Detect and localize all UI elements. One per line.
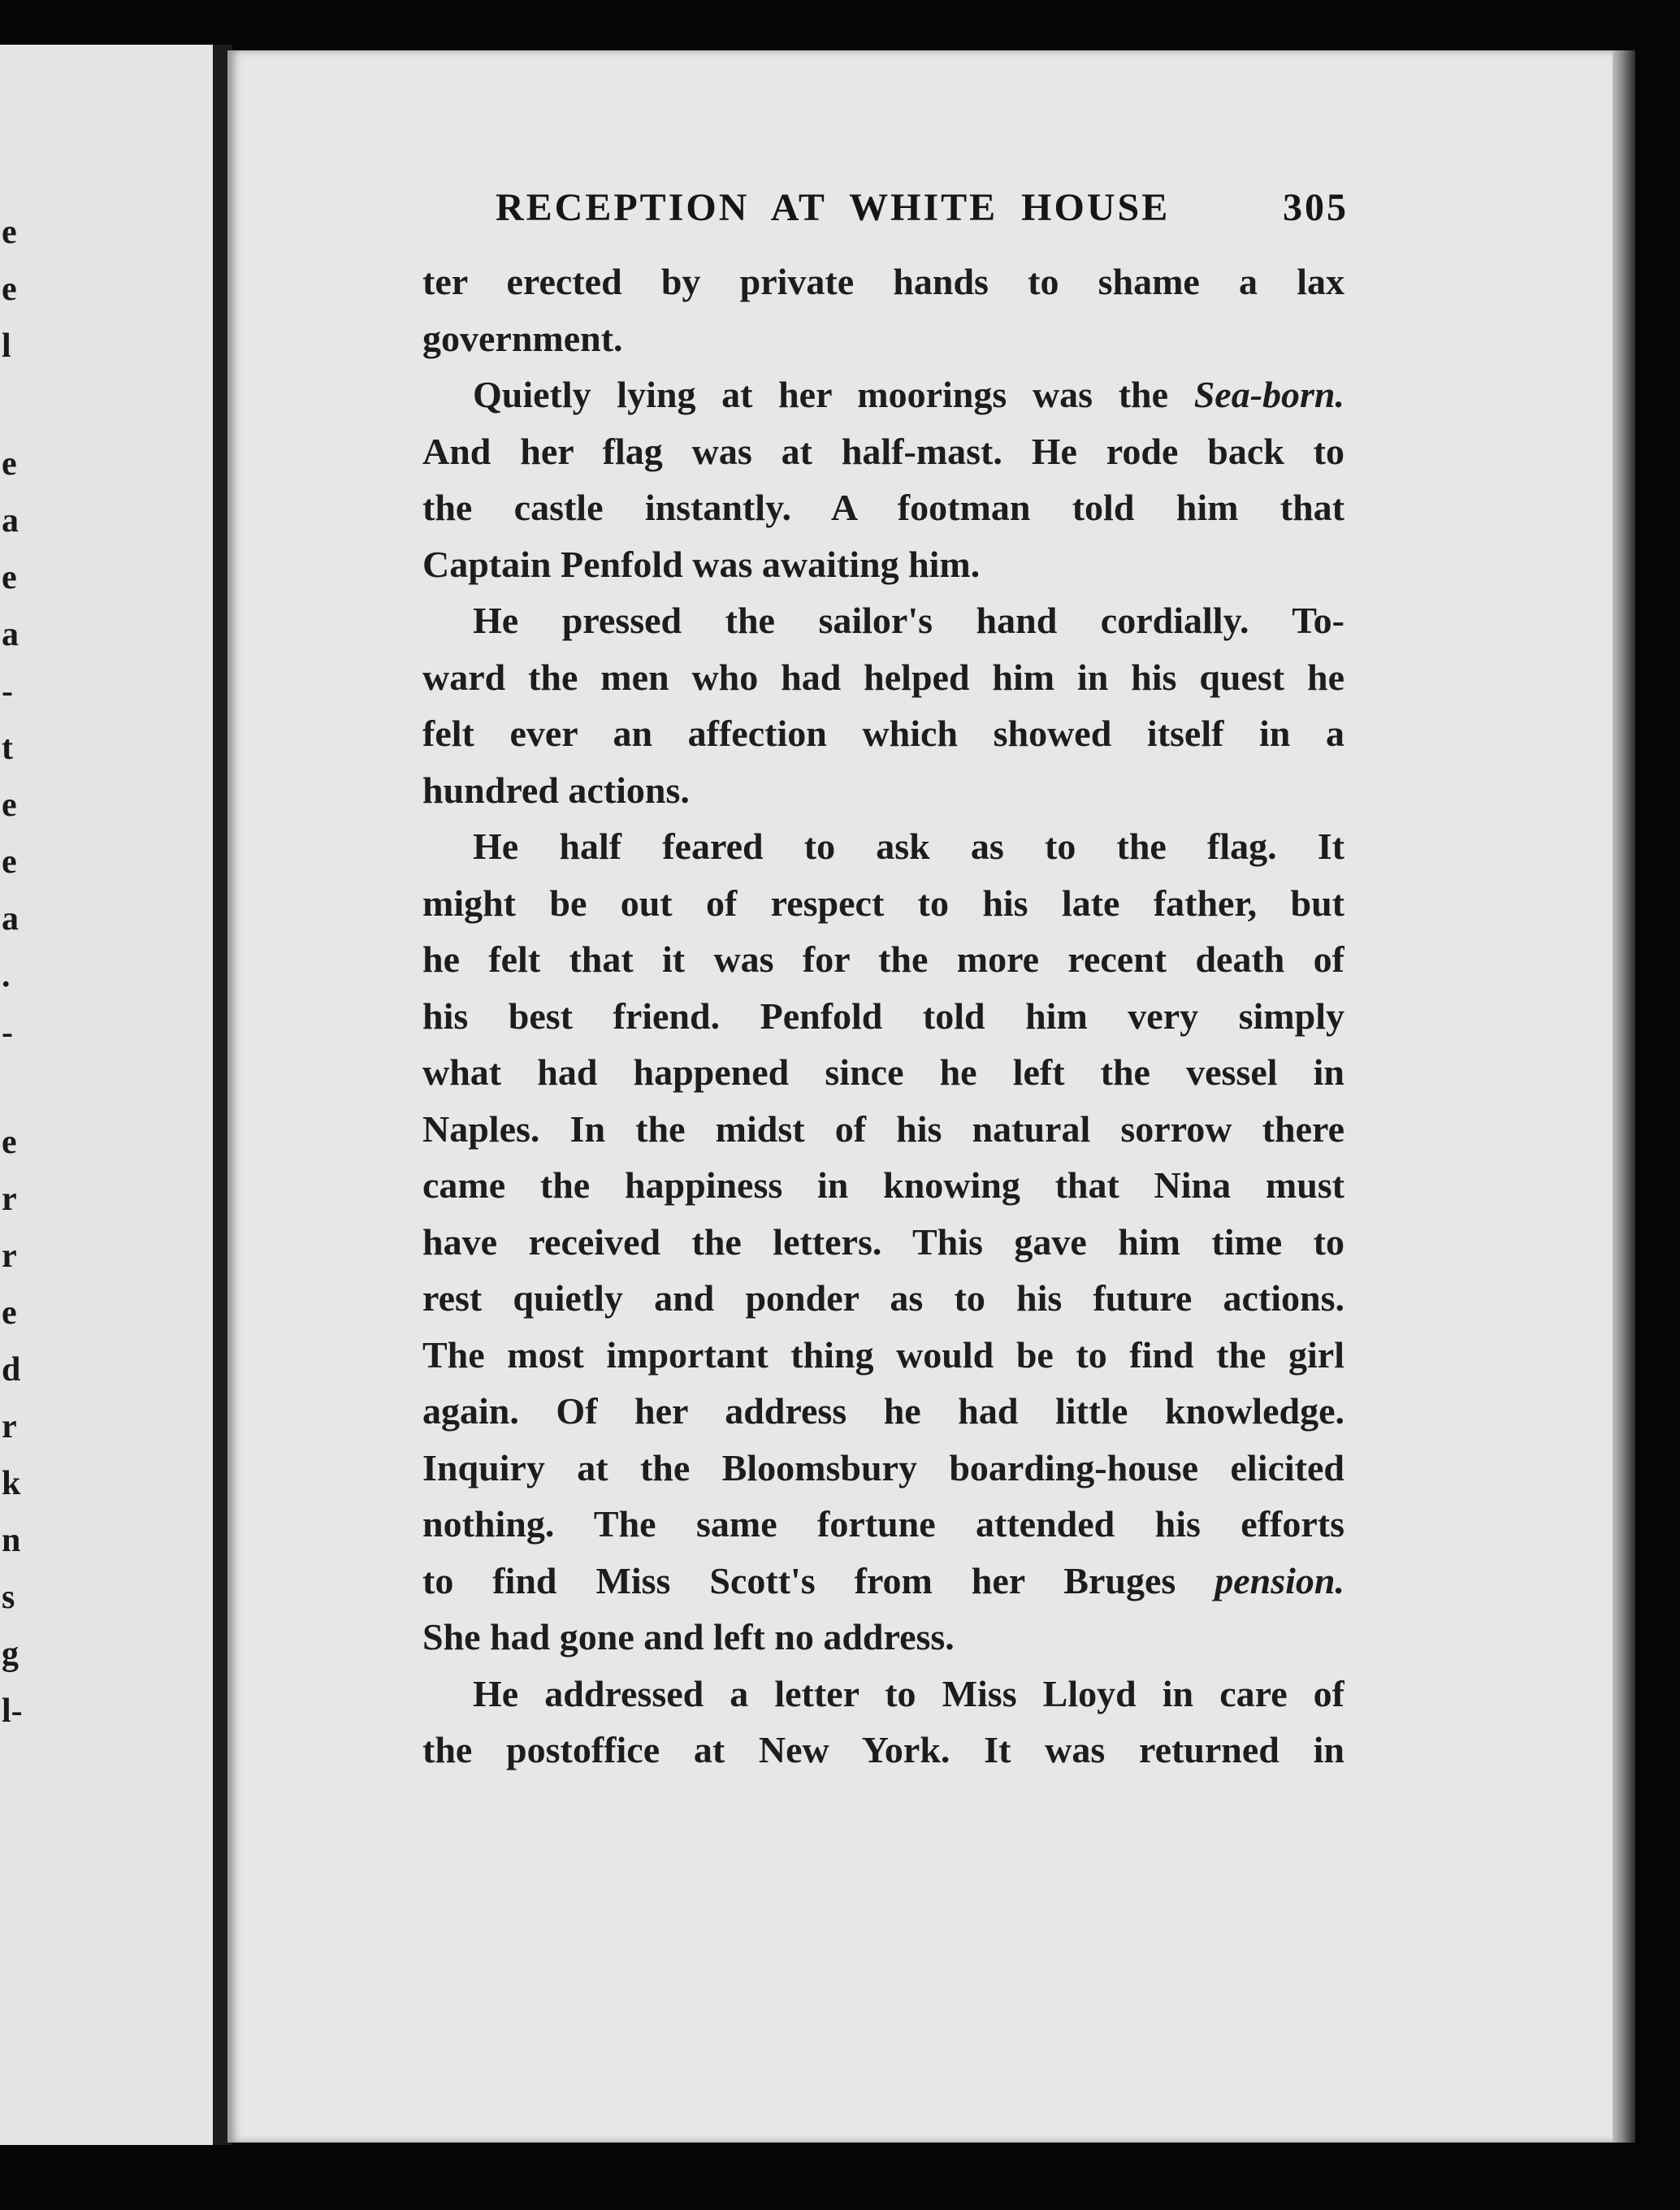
facing-page-glyph: l [2, 327, 11, 365]
text-line: to find Miss Scott's from her Bruges pension. [422, 1559, 1344, 1601]
text-line: government. [422, 317, 623, 359]
text-line: And her flag was at half-mast. He rode back to [422, 430, 1344, 472]
text-line: She had gone and left no address. [422, 1616, 955, 1658]
text-line: again. Of her address he had little knowledge. [422, 1390, 1344, 1432]
text-line: hundred actions. [422, 769, 690, 811]
facing-page-glyph: t [2, 730, 13, 767]
text-line: the castle instantly. A footman told him that [422, 487, 1344, 528]
facing-page-glyph: g [2, 1636, 19, 1673]
facing-page-glyph: e [2, 559, 17, 596]
text-line: Inquiry at the Bloomsbury boarding-house elicited [422, 1446, 1344, 1488]
text-line: the postoffice at New York. It was returned in [422, 1729, 1344, 1770]
facing-page-glyph: a [2, 616, 19, 653]
facing-page-glyph: r [2, 1408, 17, 1445]
facing-page-glyph: e [2, 271, 17, 308]
text-line: might be out of respect to his late father, but [422, 882, 1344, 924]
text-line: Captain Penfold was awaiting him. [422, 543, 981, 585]
page-edge [1613, 50, 1635, 2143]
facing-page-glyph: s [2, 1579, 15, 1616]
text-line: have received the letters. This gave him time to [422, 1220, 1344, 1263]
facing-page-glyph: r [2, 1181, 17, 1218]
text-line: The most important thing would be to find the girl [422, 1333, 1344, 1376]
text-line: rest quietly and ponder as to his future actions. [422, 1277, 1344, 1319]
text-line: he felt that it was for the more recent death of [422, 938, 1344, 980]
text-line: He pressed the sailor's hand cordially. To- [473, 600, 1344, 641]
facing-page-glyph: e [2, 843, 17, 881]
text-line: what had happened since he left the vessel in [422, 1051, 1344, 1093]
facing-page-glyph: k [2, 1465, 21, 1502]
facing-page-glyph: l- [2, 1692, 23, 1730]
facing-page-glyph: a [2, 502, 19, 540]
facing-page-glyph: e [2, 786, 17, 824]
page-number: 305 [1283, 185, 1349, 229]
text-line: Naples. In the midst of his natural sorrow there [422, 1107, 1344, 1150]
text-line: He addressed a letter to Miss Lloyd in care of [473, 1672, 1344, 1714]
facing-page-glyph: a [2, 900, 19, 938]
facing-page-glyph: - [2, 1014, 13, 1051]
facing-page-glyph: e [2, 1124, 17, 1161]
text-line: nothing. The same fortune attended his efforts [422, 1503, 1344, 1545]
text-line: ter erected by private hands to shame a lax [422, 261, 1344, 302]
text-line: his best friend. Penfold told him very simply [422, 994, 1344, 1037]
running-head-title: RECEPTION AT WHITE HOUSE [496, 185, 1171, 229]
text-line: felt ever an affection which showed itself in a [422, 713, 1344, 754]
facing-page-glyph: e [2, 445, 17, 483]
running-head [496, 179, 1349, 236]
facing-page-glyph: n [2, 1522, 21, 1559]
facing-page [0, 45, 213, 2145]
facing-page-glyph: . [2, 957, 11, 994]
facing-page-glyph: d [2, 1351, 21, 1389]
text-line: He half feared to ask as to the flag. It [473, 826, 1344, 867]
text-line: came the happiness in knowing that Nina must [422, 1164, 1344, 1206]
facing-page-text-fragments [0, 45, 32, 2145]
facing-page-glyph: r [2, 1237, 17, 1275]
facing-page-glyph: - [2, 673, 13, 710]
facing-page-glyph: e [2, 1294, 17, 1332]
body-text [422, 254, 1344, 1779]
text-line: Quietly lying at her moorings was the Sea-born. [473, 374, 1344, 415]
text-line: ward the men who had helped him in his quest he [422, 656, 1344, 698]
facing-page-glyph: e [2, 214, 17, 251]
